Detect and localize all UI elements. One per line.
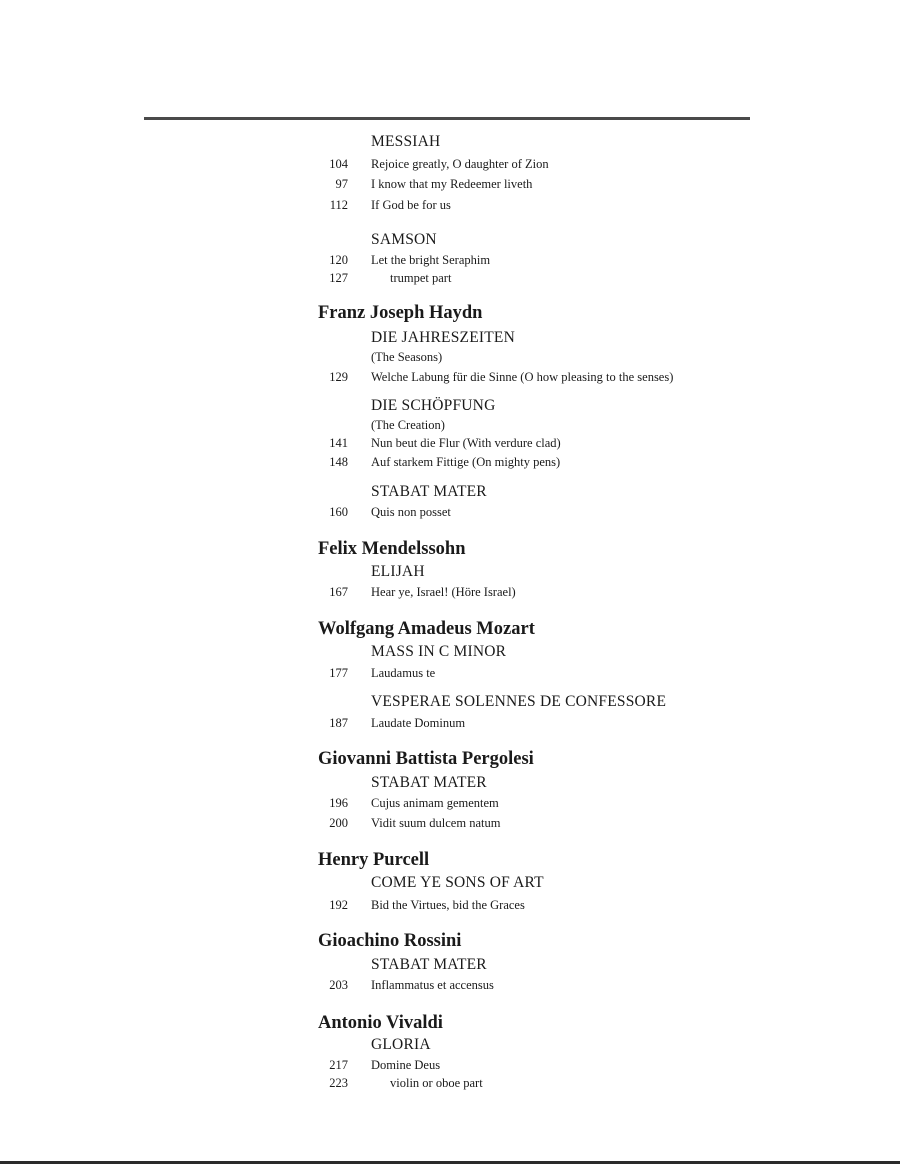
composer-name: Henry Purcell <box>318 850 430 870</box>
piece-title: Cujus animam gementem <box>371 796 499 810</box>
page-number: 192 <box>329 898 348 912</box>
piece-title: Laudamus te <box>371 666 436 680</box>
work-title: STABAT MATER <box>371 483 487 500</box>
piece-title: Laudate Dominum <box>371 716 466 730</box>
work-subtitle: (The Seasons) <box>371 350 443 364</box>
piece-title: Vidit suum dulcem natum <box>371 816 501 830</box>
composer-name: Giovanni Battista Pergolesi <box>318 749 534 769</box>
work-title: ELIJAH <box>371 563 425 580</box>
piece-title: Quis non posset <box>371 505 451 519</box>
page-number: 167 <box>329 585 348 599</box>
piece-title: trumpet part <box>390 271 452 285</box>
work-subtitle: (The Creation) <box>371 418 445 432</box>
page-number: 127 <box>329 271 348 285</box>
piece-title: Auf starkem Fittige (On mighty pens) <box>371 455 561 469</box>
page-number: 148 <box>329 455 348 469</box>
page-number: 196 <box>329 796 348 810</box>
piece-title: Bid the Virtues, bid the Graces <box>371 898 525 912</box>
page-number: 112 <box>329 198 348 212</box>
page-number: 223 <box>329 1076 348 1090</box>
composer-name: Antonio Vivaldi <box>318 1013 443 1033</box>
work-title: DIE JAHRESZEITEN <box>371 329 515 346</box>
page-number: 203 <box>329 978 348 992</box>
piece-title: Inflammatus et accensus <box>371 978 494 992</box>
work-title: STABAT MATER <box>371 774 487 791</box>
piece-title: I know that my Redeemer liveth <box>371 177 533 191</box>
piece-title: Welche Labung für die Sinne (O how pleasing to the senses) <box>371 370 674 384</box>
work-title: DIE SCHÖPFUNG <box>371 397 496 414</box>
piece-title: If God be for us <box>371 198 451 212</box>
work-title: VESPERAE SOLENNES DE CONFESSORE <box>371 693 667 710</box>
page-number: 217 <box>329 1058 348 1072</box>
composer-name: Felix Mendelssohn <box>318 539 466 559</box>
page-number: 177 <box>329 666 348 680</box>
piece-title: Let the bright Seraphim <box>371 253 491 267</box>
page-number: 160 <box>329 505 348 519</box>
composer-name: Wolfgang Amadeus Mozart <box>318 619 535 639</box>
piece-title: violin or oboe part <box>390 1076 483 1090</box>
piece-title: Nun beut die Flur (With verdure clad) <box>371 436 561 450</box>
composer-name: Franz Joseph Haydn <box>318 303 483 323</box>
work-title: SAMSON <box>371 231 437 248</box>
piece-title: Domine Deus <box>371 1058 441 1072</box>
work-title: MESSIAH <box>371 133 441 150</box>
page-number: 97 <box>335 177 348 191</box>
page-number: 187 <box>329 716 348 730</box>
work-title: COME YE SONS OF ART <box>371 874 544 891</box>
work-title: MASS IN C MINOR <box>371 643 507 660</box>
piece-title: Rejoice greatly, O daughter of Zion <box>371 157 549 171</box>
page-number: 129 <box>329 370 348 384</box>
work-title: STABAT MATER <box>371 956 487 973</box>
page-number: 141 <box>329 436 348 450</box>
page-number: 200 <box>329 816 348 830</box>
composer-name: Gioachino Rossini <box>318 931 462 951</box>
piece-title: Hear ye, Israel! (Höre Israel) <box>371 585 516 599</box>
page-number: 120 <box>329 253 348 267</box>
page-number: 104 <box>329 157 348 171</box>
work-title: GLORIA <box>371 1036 431 1053</box>
